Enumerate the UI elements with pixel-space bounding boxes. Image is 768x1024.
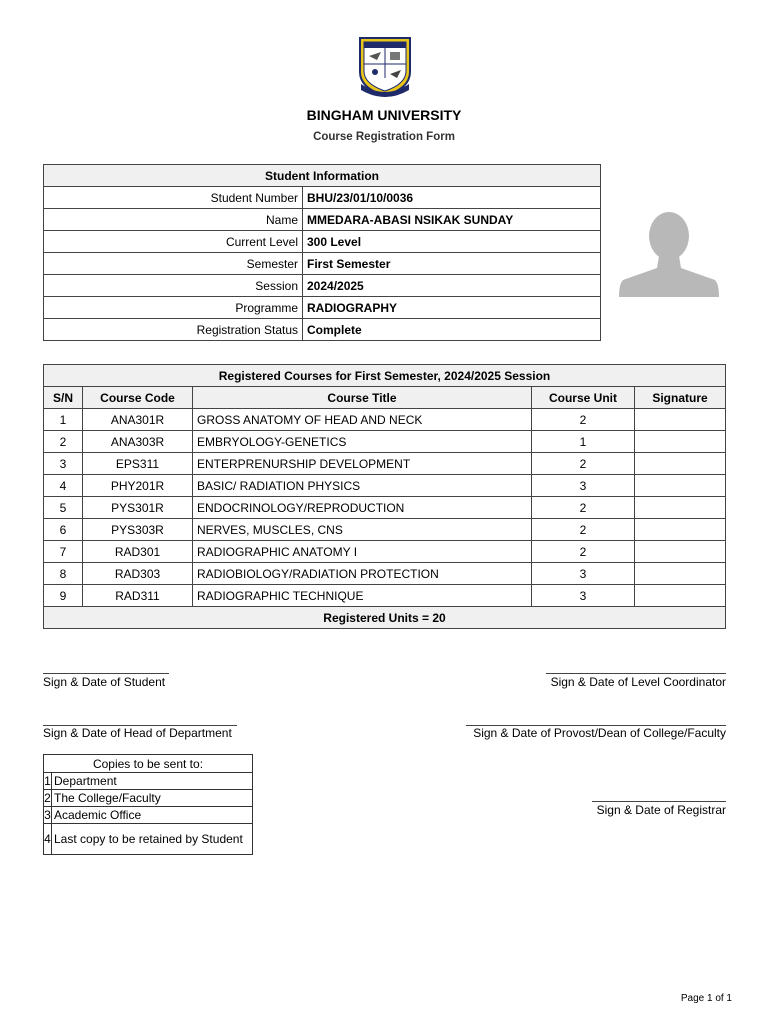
cell-sn: 2 [44,431,83,453]
cell-course-unit: 3 [532,563,635,585]
col-header-course-title: Course Title [193,387,532,409]
cell-course-code: RAD303 [83,563,193,585]
cell-course-code: PHY201R [83,475,193,497]
student-info-heading: Student Information [44,165,601,187]
cell-signature [635,585,726,607]
cell-course-title: NERVES, MUSCLES, CNS [193,519,532,541]
cell-course-code: ANA301R [83,409,193,431]
info-row-registration-status [44,319,601,341]
copy-recipient: Department [52,773,253,790]
cell-signature [635,519,726,541]
cell-course-unit: 1 [532,431,635,453]
info-value: First Semester [303,253,601,275]
list-item [44,773,253,790]
info-value: Complete [303,319,601,341]
copy-number: 3 [44,808,51,822]
cell-course-code: ANA303R [83,431,193,453]
cell-course-code: RAD311 [83,585,193,607]
form-title: Course Registration Form [313,131,455,143]
cell-course-unit: 3 [532,475,635,497]
info-value: MMEDARA-ABASI NSIKAK SUNDAY [303,209,601,231]
info-row-student-number [44,187,601,209]
cell-course-unit: 2 [532,519,635,541]
cell-sn: 4 [44,475,83,497]
info-row-semester [44,253,601,275]
info-value: 2024/2025 [303,275,601,297]
cell-sn: 7 [44,541,83,563]
info-row-name [44,209,601,231]
info-label: Name [44,209,303,231]
sign-student-label: Sign & Date of Student [43,675,166,689]
cell-signature [635,497,726,519]
info-row-programme [44,297,601,319]
col-header-course-code: Course Code [83,387,193,409]
cell-course-title: RADIOGRAPHIC TECHNIQUE [193,585,532,607]
sign-provost-label: Sign & Date of Provost/Dean of College/Faculty [473,726,726,740]
sign-level-coordinator-label: Sign & Date of Level Coordinator [550,675,726,689]
info-label: Student Number [44,187,303,209]
cell-signature [635,563,726,585]
copy-recipient: The College/Faculty [52,790,253,807]
copy-recipient: Last copy to be retained by Student [52,824,253,855]
info-label: Registration Status [44,319,303,341]
copy-number: 4 [44,824,52,855]
table-row [44,497,726,519]
list-item [44,790,253,807]
cell-course-code: PYS301R [83,497,193,519]
cell-sn: 5 [44,497,83,519]
info-label: Semester [44,253,303,275]
table-row [44,453,726,475]
cell-signature [635,541,726,563]
signature-line [43,673,169,674]
page-number: Page 1 of 1 [680,993,732,1004]
cell-course-unit: 2 [532,497,635,519]
cell-signature [635,431,726,453]
info-label: Session [44,275,303,297]
sign-hod-label: Sign & Date of Head of Department [43,726,232,740]
copies-table [43,754,253,855]
cell-course-title: ENDOCRINOLOGY/REPRODUCTION [193,497,532,519]
table-row [44,409,726,431]
table-row [44,519,726,541]
info-value: RADIOGRAPHY [303,297,601,319]
info-row-session [44,275,601,297]
info-label: Current Level [44,231,303,253]
list-item [44,824,253,855]
cell-course-title: EMBRYOLOGY-GENETICS [193,431,532,453]
cell-course-title: RADIOBIOLOGY/RADIATION PROTECTION [193,563,532,585]
table-row [44,563,726,585]
cell-course-code: RAD301 [83,541,193,563]
copy-number: 2 [44,791,51,805]
cell-course-unit: 2 [532,409,635,431]
info-row-current-level [44,231,601,253]
courses-heading: Registered Courses for First Semester, 2024/2025 Session [44,365,726,387]
university-crest-logo [357,34,413,98]
col-header-course-unit: Course Unit [532,387,635,409]
cell-sn: 9 [44,585,83,607]
cell-course-title: GROSS ANATOMY OF HEAD AND NECK [193,409,532,431]
student-info-table [43,164,601,341]
col-header-sn: S/N [44,387,83,409]
info-label: Programme [44,297,303,319]
cell-course-code: PYS303R [83,519,193,541]
cell-course-title: BASIC/ RADIATION PHYSICS [193,475,532,497]
cell-signature [635,453,726,475]
registered-courses-table [43,364,726,629]
list-item [44,807,253,824]
info-value: 300 Level [303,231,601,253]
info-value: BHU/23/01/10/0036 [303,187,601,209]
cell-signature [635,475,726,497]
cell-course-unit: 2 [532,453,635,475]
col-header-signature: Signature [635,387,726,409]
copy-number: 1 [44,774,51,788]
cell-sn: 6 [44,519,83,541]
table-row [44,585,726,607]
cell-signature [635,409,726,431]
cell-course-code: EPS311 [83,453,193,475]
student-photo-placeholder-icon [619,204,720,297]
table-row [44,475,726,497]
cell-course-unit: 3 [532,585,635,607]
cell-course-unit: 2 [532,541,635,563]
copies-heading: Copies to be sent to: [44,755,253,773]
cell-course-title: RADIOGRAPHIC ANATOMY I [193,541,532,563]
copy-recipient: Academic Office [52,807,253,824]
cell-sn: 8 [44,563,83,585]
cell-sn: 3 [44,453,83,475]
cell-course-title: ENTERPRENURSHIP DEVELOPMENT [193,453,532,475]
sign-registrar-label: Sign & Date of Registrar [596,803,726,817]
table-row [44,431,726,453]
signature-line [592,801,726,802]
cell-sn: 1 [44,409,83,431]
university-name: BINGHAM UNIVERSITY [306,107,462,123]
table-row [44,541,726,563]
registered-units-total: Registered Units = 20 [44,607,726,629]
signature-line [546,673,726,674]
